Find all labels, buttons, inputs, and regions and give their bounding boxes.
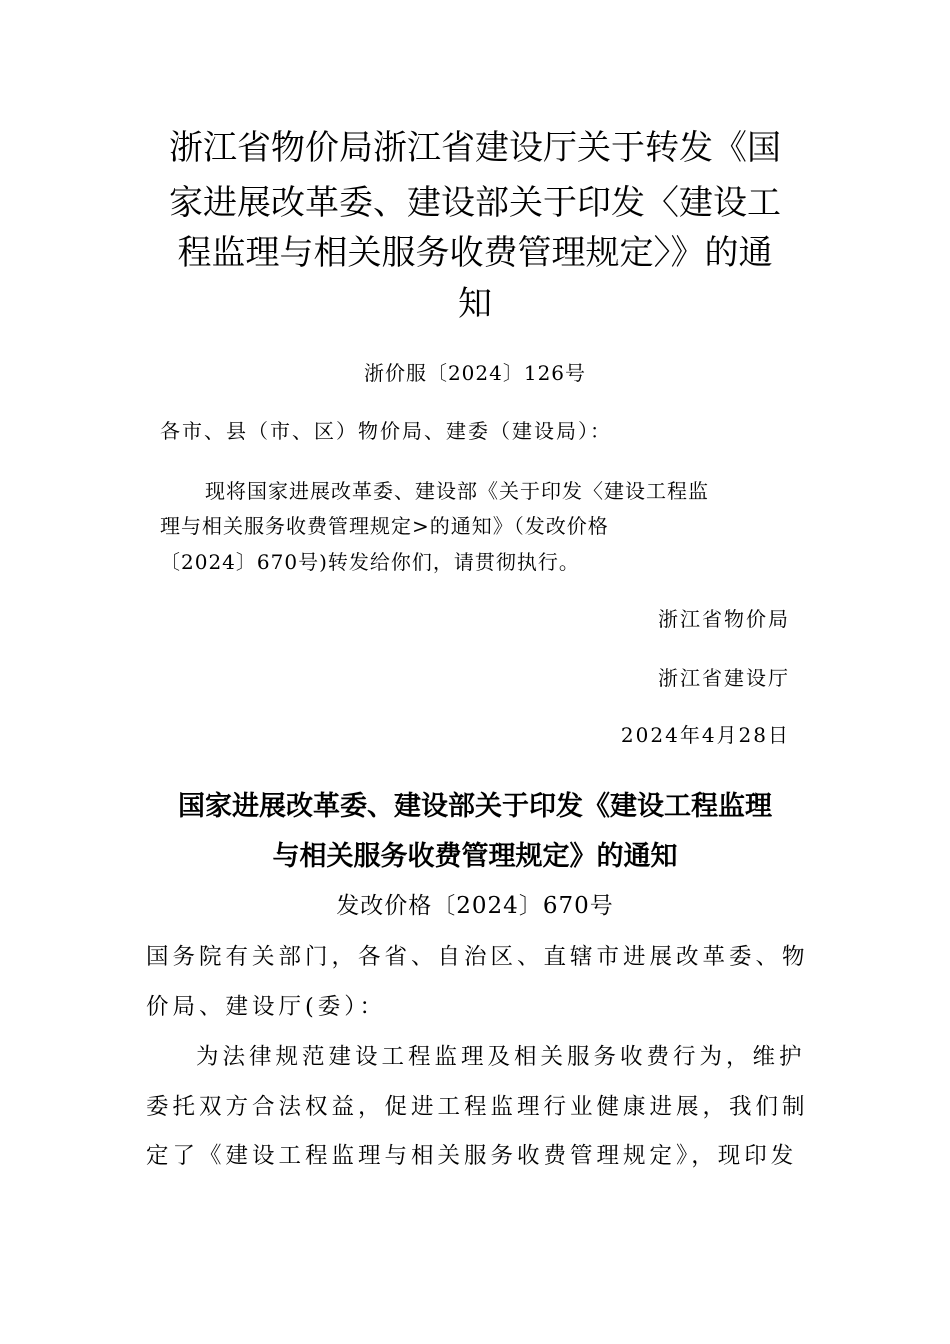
notice-title-line-4: 知 <box>458 284 492 324</box>
notice-body-line-1: 现将国家进展改革委、建设部《关于印发〈建设工程监 <box>205 479 709 503</box>
attached-body-line-3: 定了《建设工程监理与相关服务收费管理规定》，现印发 <box>146 1143 798 1169</box>
notice-addressee: 各市、县（市、区）物价局、建委（建设局）： <box>160 419 612 443</box>
notice-date: 2024年4月28日 <box>620 723 790 747</box>
notice-body-line-2: 理与相关服务收费管理规定>的通知》（发改价格 <box>160 514 609 538</box>
notice-title-line-2: 家进展改革委、建设部关于印发〈建设工 <box>169 183 781 223</box>
attached-addressee-line-2: 价局、建设厅(委）： <box>146 994 387 1020</box>
notice-body-line-3: 〔2024〕670号)转发给你们，请贯彻执行。 <box>160 550 580 574</box>
signer-construction-dept: 浙江省建设厅 <box>658 666 790 690</box>
attached-body-line-1: 为法律规范建设工程监理及相关服务收费行为，维护 <box>196 1044 806 1070</box>
notice-doc-number: 浙价服〔2024〕126号 <box>363 361 587 385</box>
attached-addressee-line-1: 国务院有关部门，各省、自治区、直辖市进展改革委、物 <box>146 944 809 970</box>
attached-title-line-1: 国家进展改革委、建设部关于印发《建设工程监理 <box>178 791 772 822</box>
signer-price-bureau: 浙江省物价局 <box>658 607 790 631</box>
attached-title-line-2: 与相关服务收费管理规定》的通知 <box>272 841 678 872</box>
notice-title-line-3: 程监理与相关服务收费管理规定〉》的通 <box>177 233 773 273</box>
attached-body-line-2: 委托双方合法权益，促进工程监理行业健康进展，我们制 <box>146 1094 809 1120</box>
notice-title-line-1: 浙江省物价局浙江省建设厅关于转发《国 <box>169 128 781 168</box>
attached-doc-number: 发改价格〔2024〕670号 <box>336 893 614 919</box>
